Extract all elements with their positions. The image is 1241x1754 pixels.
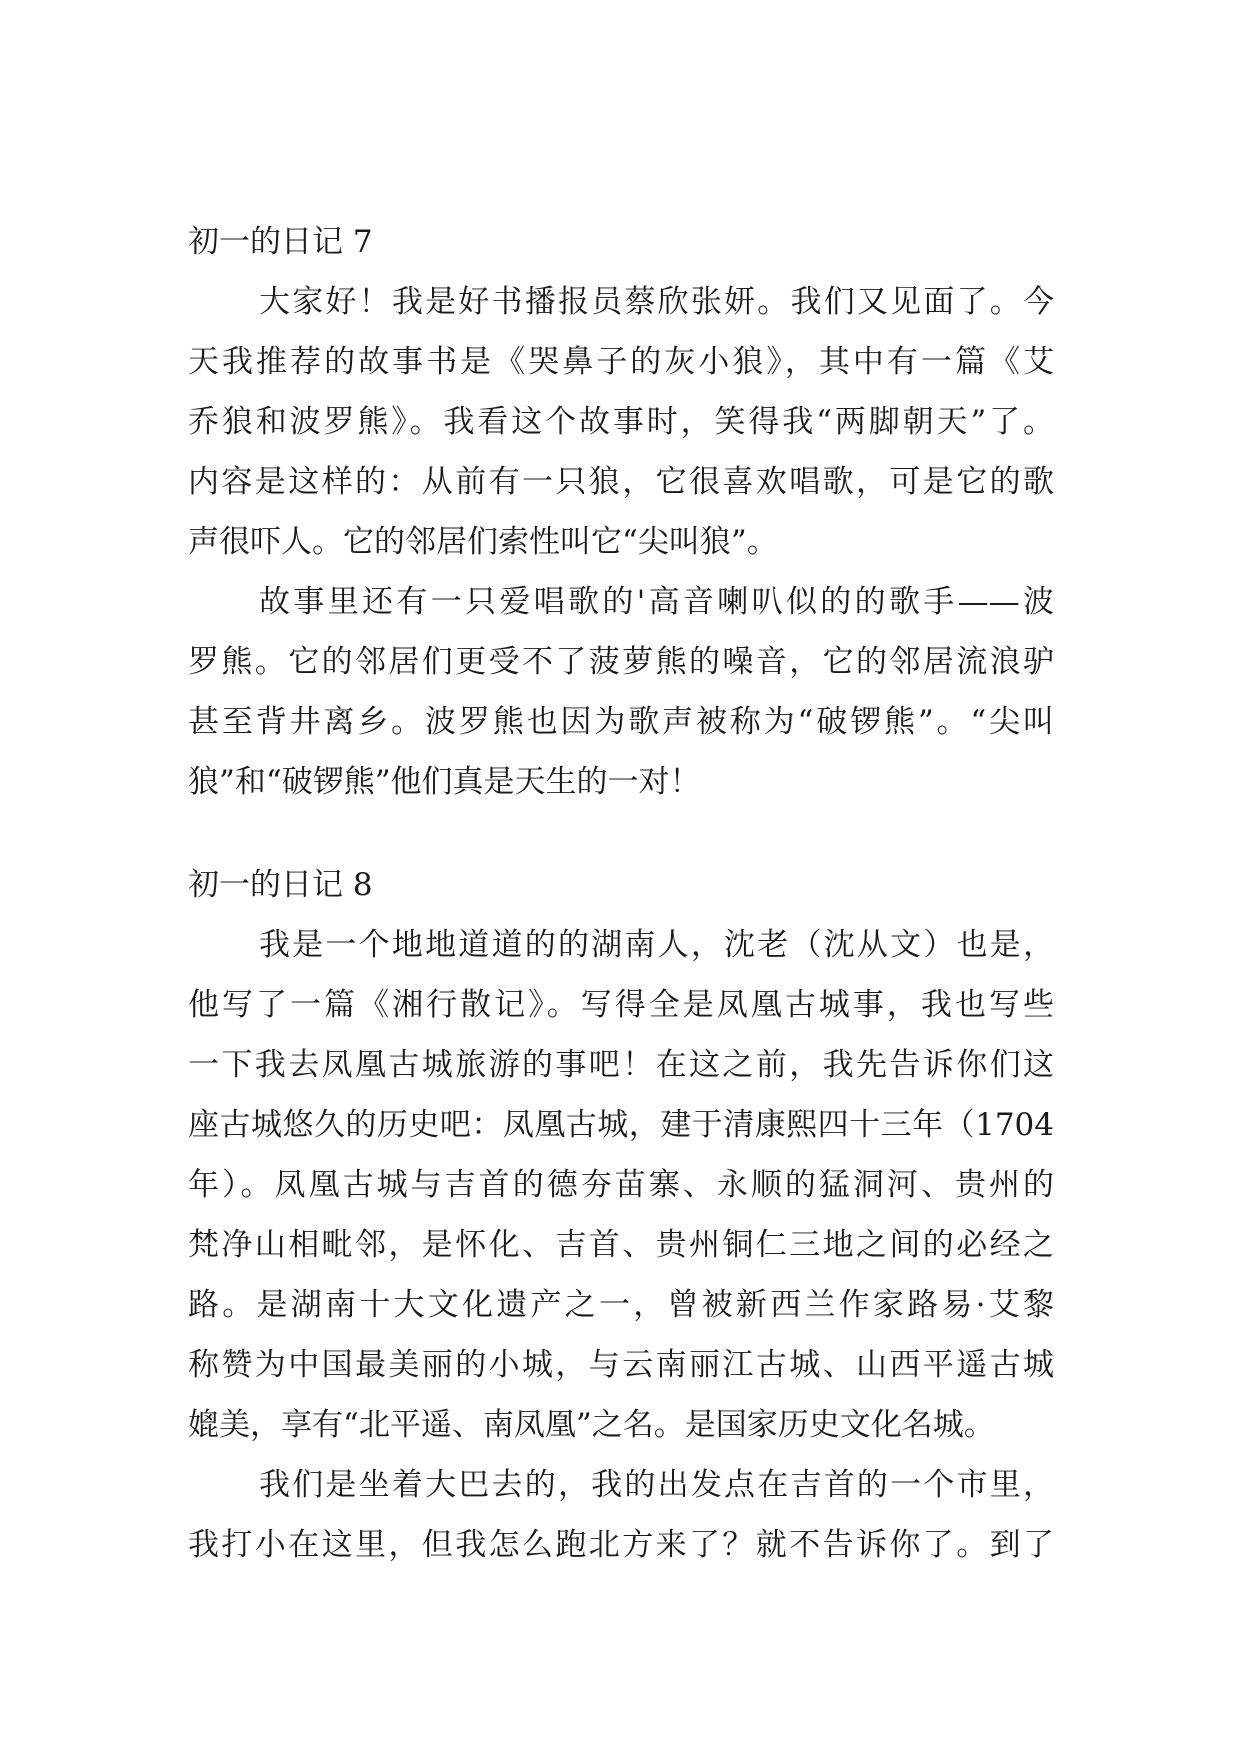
paragraph: [188, 915, 1054, 1455]
text-line: 年）。凤凰古城与吉首的德夯苗寨、永顺的猛洞河、贵州的: [188, 1167, 1054, 1203]
text-line: 梵净山相毗邻，是怀化、吉首、贵州铜仁三地之间的必经之: [188, 1227, 1054, 1263]
text-line: 故事里还有一只爱唱歌的'高音喇叭似的的歌手——波: [259, 584, 1054, 620]
entry-heading: 初一的日记 8: [188, 867, 373, 903]
text-line: 罗熊。它的邻居们更受不了菠萝熊的噪音，它的邻居流浪驴: [188, 644, 1054, 680]
text-line: 声很吓人。它的邻居们索性叫它“尖叫狼”。: [188, 524, 778, 560]
paragraph: [188, 572, 1054, 812]
text-line: 路。是湖南十大文化遗产之一，曾被新西兰作家路易·艾黎: [188, 1287, 1054, 1323]
text-line: 天我推荐的故事书是《哭鼻子的灰小狼》，其中有一篇《艾: [188, 344, 1054, 380]
text-line: 一下我去凤凰古城旅游的事吧！在这之前，我先告诉你们这: [188, 1047, 1054, 1083]
text-line: 大家好！我是好书播报员蔡欣张妍。我们又见面了。今: [259, 284, 1054, 320]
text-line: 狼”和“破锣熊”他们真是天生的一对！: [188, 764, 701, 800]
diary-entry-7: [188, 212, 1054, 812]
diary-entry-8: [188, 855, 1054, 1575]
text-line: 我是一个地地道道的的湖南人，沈老（沈从文）也是，: [259, 927, 1054, 963]
paragraph: [188, 1455, 1054, 1575]
text-line: 媲美，享有“北平遥、南凤凰”之名。是国家历史文化名城。: [188, 1407, 995, 1443]
text-line: 他写了一篇《湘行散记》。写得全是凤凰古城事，我也写些: [188, 987, 1054, 1023]
text-line: 我打小在这里，但我怎么跑北方来了？就不告诉你了。到了: [188, 1527, 1054, 1563]
text-line: 乔狼和波罗熊》。我看这个故事时，笑得我“两脚朝天”了。: [188, 404, 1054, 440]
text-line: 座古城悠久的历史吧：凤凰古城，建于清康熙四十三年（1704: [188, 1107, 1054, 1143]
text-line: 我们是坐着大巴去的，我的出发点在吉首的一个市里，: [259, 1467, 1054, 1503]
entry-heading: 初一的日记 7: [188, 224, 373, 260]
text-line: 甚至背井离乡。波罗熊也因为歌声被称为“破锣熊”。“尖叫: [188, 704, 1054, 740]
text-line: 称赞为中国最美丽的小城，与云南丽江古城、山西平遥古城: [188, 1347, 1054, 1383]
text-line: 内容是这样的：从前有一只狼，它很喜欢唱歌，可是它的歌: [188, 464, 1054, 500]
paragraph: [188, 272, 1054, 572]
